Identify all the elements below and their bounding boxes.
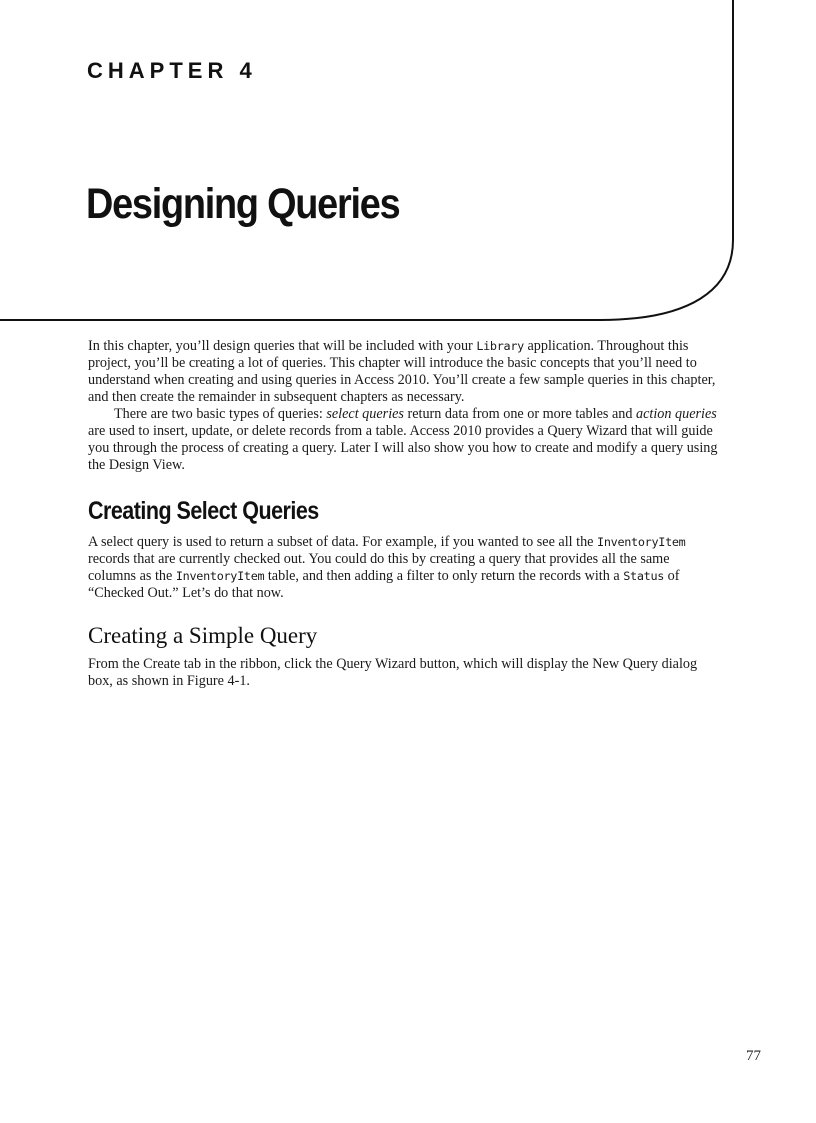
simple-query-paragraph: From the Create tab in the ribbon, click the Query Wizard button, which will display the New Query dialog box, as shown in Figure 4-1.	[88, 656, 698, 689]
chapter-title: Designing Queries	[86, 180, 400, 228]
library-code: Library	[476, 339, 524, 353]
term-action-queries: action queries	[636, 406, 717, 422]
select-queries-paragraph: A select query is used to return a subset of data. For example, if you wanted to see all the InventoryItem records that are currently checked out. You could do this by creating a query that provides all the same columns as the InventoryItem table, and then adding a filter to only return the records with a Status of “Checked Out.” Let’s do that now.	[88, 534, 686, 601]
section-heading-select-queries: Creating Select Queries	[88, 497, 319, 525]
term-select-queries: select queries	[326, 406, 404, 422]
chapter-body	[88, 338, 718, 690]
intro-paragraph-1: In this chapter, you’ll design queries that will be included with your Library application. Throughout this project, you’ll be creating a lot of queries. This chapter will introduce the basic concepts that you’ll need to understand when creating and using queries in Access 2010. You’ll create a few sample queries in this chapter, and then create the remainder in subsequent chapters as necessary.	[88, 338, 716, 405]
inventoryitem-code: InventoryItem	[175, 569, 265, 583]
intro-paragraph-2: There are two basic types of queries: select queries return data from one or more tables and action queries are used to insert, update, or delete records from a table. Access 2010 provides a Query Wizard that will guide you through the process of creating a query. Later I will also show you how to create and modify a query using the Design View.	[88, 406, 718, 473]
section-heading-simple-query: Creating a Simple Query	[88, 623, 318, 648]
inventoryitem-code: InventoryItem	[597, 535, 686, 549]
page-number: 77	[746, 1048, 761, 1064]
status-code: Status	[623, 569, 665, 583]
chapter-header-frame	[0, 0, 816, 330]
chapter-label: CHAPTER 4	[87, 58, 257, 83]
